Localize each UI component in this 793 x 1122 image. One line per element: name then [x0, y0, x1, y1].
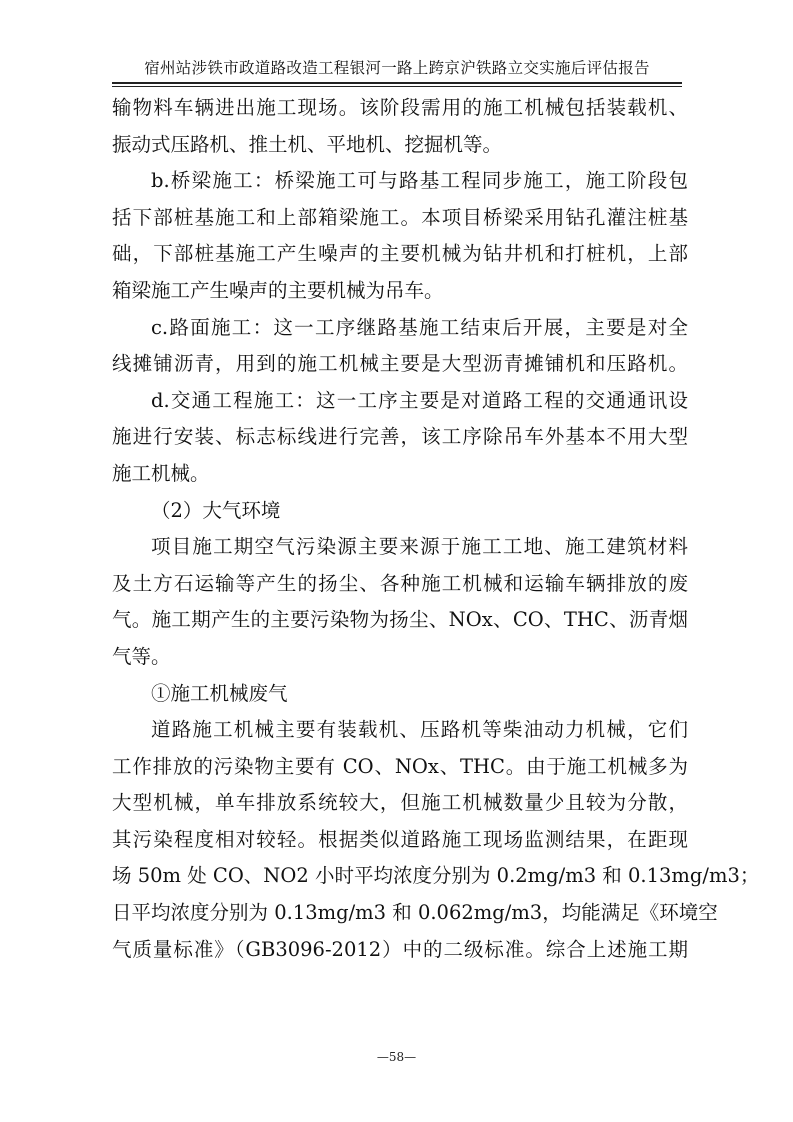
body-text	[112, 90, 760, 968]
text-line: 大型机械，单车排放系统较大，但施工机械数量少且较为分散，	[112, 791, 688, 815]
text-line: 振动式压路机、推土机、平地机、挖掘机等。	[112, 132, 503, 156]
text-line: 道路施工机械主要有装载机、压路机等柴油动力机械，它们	[151, 718, 688, 742]
text-line: 场 50m 处 CO、NO2 小时平均浓度分别为 0.2mg/m3 和 0.13mg/m3；	[112, 864, 760, 888]
text-line: 输物料车辆进出施工现场。该阶段需用的施工机械包括装载机、	[112, 96, 688, 119]
text-line: ①施工机械废气	[151, 681, 288, 705]
running-header: 宿州站涉铁市政道路改造工程银河一路上跨京沪铁路立交实施后评估报告	[144, 59, 650, 77]
text-line: 气质量标准》（GB3096-2012）中的二级标准。综合上述施工期	[112, 937, 688, 961]
text-line: c.路面施工：这一工序继路基施工结束后开展，主要是对全	[151, 315, 688, 339]
text-line: 项目施工期空气污染源主要来源于施工工地、施工建筑材料	[151, 535, 688, 559]
text-line: 工作排放的污染物主要有 CO、NOx、THC。由于施工机械多为	[112, 754, 688, 778]
text-line: 括下部桩基施工和上部箱梁施工。本项目桥梁采用钻孔灌注桩基	[112, 205, 688, 229]
text-line: 其污染程度相对较轻。根据类似道路施工现场监测结果，在距现	[112, 827, 688, 851]
header-rule-thick	[112, 82, 682, 84]
text-line: 施工机械。	[112, 461, 210, 485]
text-line: 日平均浓度分别为 0.13mg/m3 和 0.062mg/m3，均能满足《环境空	[112, 901, 718, 925]
text-line: 施进行安装、标志标线进行完善，该工序除吊车外基本不用大型	[112, 425, 688, 449]
text-line: 箱梁施工产生噪声的主要机械为吊车。	[112, 278, 444, 302]
text-line: b.桥梁施工：桥梁施工可与路基工程同步施工，施工阶段包	[151, 169, 688, 193]
text-line: 气等。	[112, 644, 171, 668]
text-line: （2）大气环境	[151, 498, 281, 522]
header-rule-thin	[112, 86, 682, 87]
text-line: 础，下部桩基施工产生噪声的主要机械为钻井机和打桩机，上部	[112, 242, 688, 266]
text-line: 气。施工期产生的主要污染物为扬尘、NOx、CO、THC、沥青烟	[112, 608, 688, 632]
text-line: 及土方石运输等产生的扬尘、各种施工机械和运输车辆排放的废	[112, 571, 688, 595]
text-line: 线摊铺沥青，用到的施工机械主要是大型沥青摊铺机和压路机。	[112, 352, 688, 376]
text-line: d.交通工程施工：这一工序主要是对道路工程的交通通讯设	[151, 388, 688, 412]
page-number: —58—	[376, 1050, 417, 1064]
